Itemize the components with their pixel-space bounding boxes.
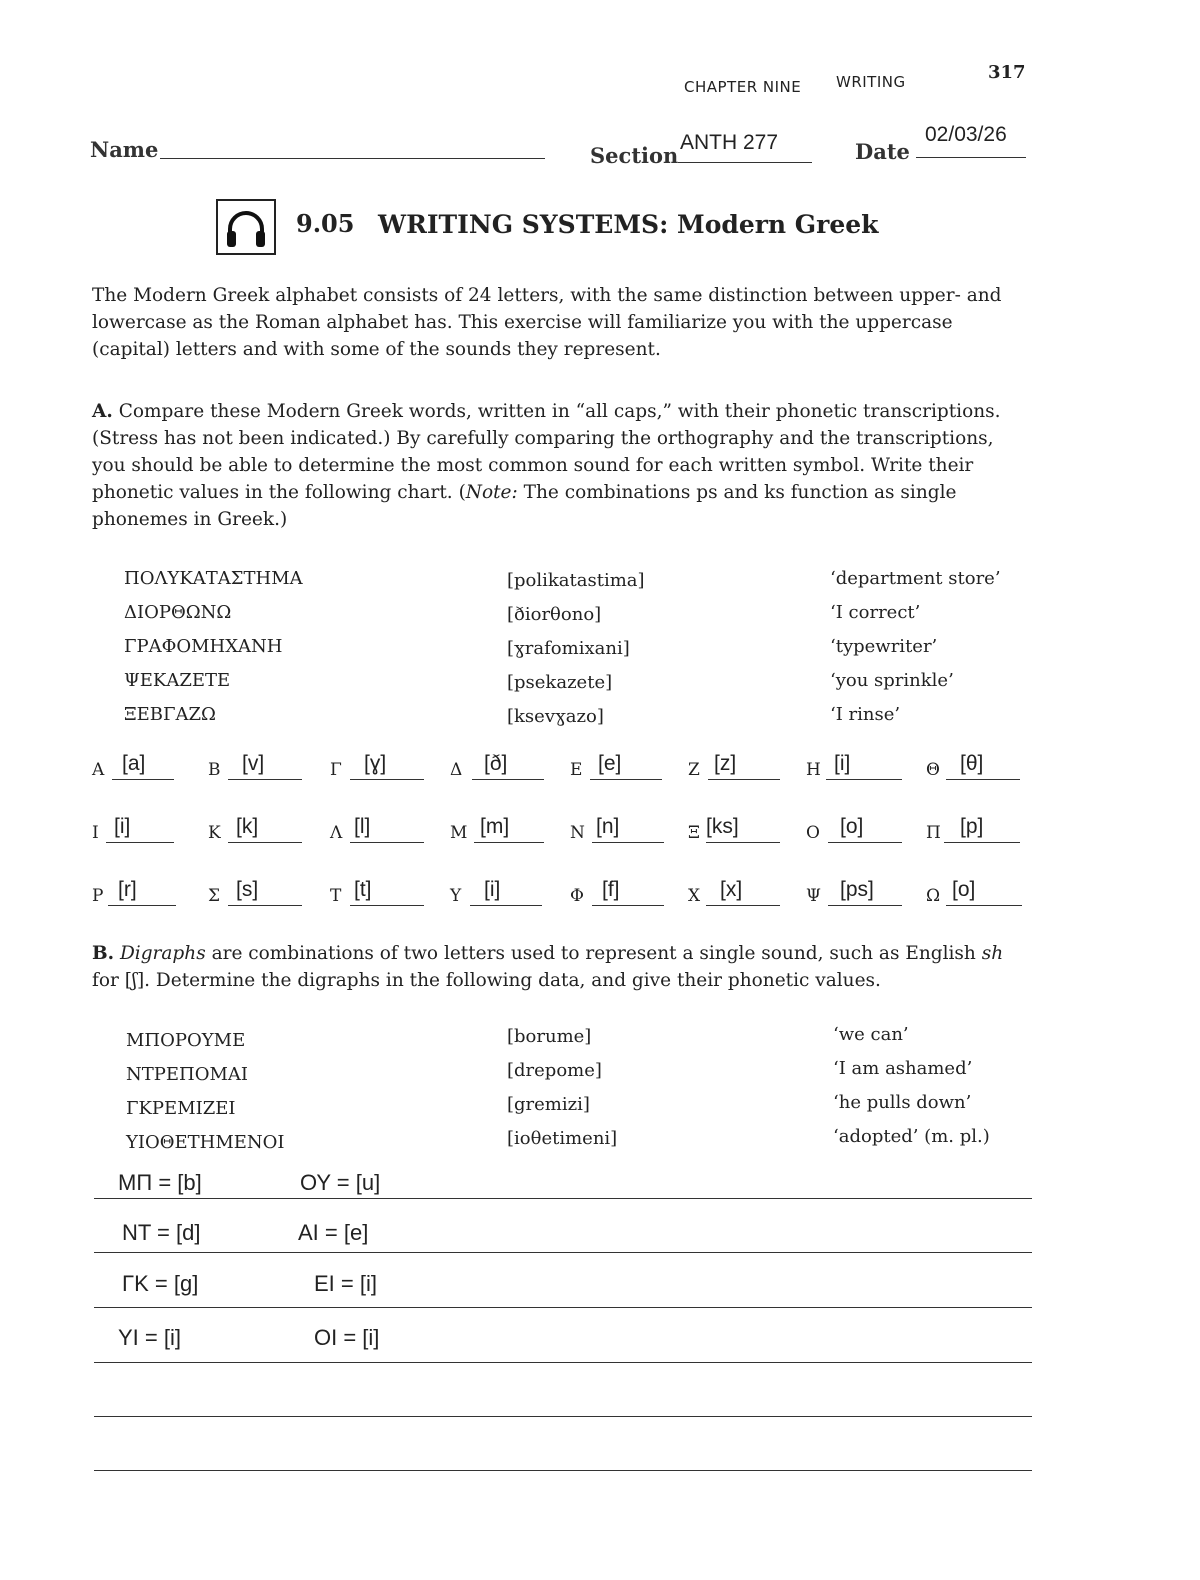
part-b-text-2: for [ʃ]. Determine the digraphs in the following data, and give their phonetic values. [92,970,881,991]
gloss: ‘I correct’ [830,602,921,623]
phonetic-transcription: [ðiorθono] [507,604,602,625]
chart-cell: Π [p] [926,815,1026,845]
greek-word: ΠΟΛΥΚΑΤΑΣΤΗΜΑ [124,568,303,589]
part-b-instructions [92,940,1028,994]
gloss: ‘adopted’ (m. pl.) [833,1126,990,1147]
digraph-answer: AI = [e] [298,1220,369,1245]
chart-cell: M [m] [450,815,550,845]
answer-line[interactable] [706,881,780,906]
chart-cell: B [v] [208,752,308,782]
exercise-number: 9.05 [296,209,355,238]
name-label: Name [90,137,159,162]
gloss: ‘you sprinkle’ [830,670,954,691]
chart-cell: H [i] [806,752,906,782]
answer-line[interactable] [350,755,424,780]
gloss: ‘department store’ [830,568,1001,589]
chart-cell: P [r] [92,878,187,908]
chart-cell: O [o] [806,815,906,845]
digraph-answer: ΓΚ = [g] [122,1271,199,1296]
part-b-phonetic-column [507,1020,617,1156]
digraphs-term: Digraphs [119,943,206,964]
phonetic-transcription: [ɣrafomixani] [507,638,630,659]
greek-word: ΨΕΚΑΖΕΤΕ [124,670,231,691]
chart-cell: Φ [f] [570,878,670,908]
answer-line[interactable] [228,755,302,780]
answer-line[interactable] [94,1307,1032,1308]
part-a-label: A. [92,401,113,422]
part-a-instructions [92,398,1028,533]
intro-paragraph: The Modern Greek alphabet consists of 24 letters, with the same distinction between upper- and lowercase as the Roman alphabet has. This exercise will familiarize you with the uppercase (capital) letters and with some of the sounds they represent. [92,285,1002,360]
phonetic-transcription: [ioθetimeni] [507,1128,618,1149]
greek-word: ΥΙΟΘΕΤΗΜΕΝΟΙ [126,1132,285,1153]
exercise-title: WRITING SYSTEMS: Modern Greek [378,210,879,239]
answer-line[interactable] [94,1416,1032,1417]
part-b-greek-column [126,1024,285,1160]
part-a-text-1: Compare these Modern Greek words, written in “all caps,” with their phonetic transcriptions. (Stress has not been indicated.) By carefully comparing the orthography and the transcriptions, you should be able to determine the most common sound for each written symbol. Write their phonetic values in the following chart. ( [92,401,1001,503]
answer-line[interactable] [470,881,542,906]
greek-word: ΜΠΟΡΟΥΜΕ [126,1030,246,1051]
digraph-answer: ΟΥ = [u] [300,1170,381,1195]
section-field[interactable] [678,162,812,163]
gloss: ‘we can’ [833,1024,909,1045]
greek-word: ΓΡΑΦΟΜΗΧΑΝΗ [124,636,283,657]
chart-cell: Σ [s] [208,878,308,908]
digraph-answer: YI = [i] [118,1325,181,1350]
gloss: ‘I rinse’ [830,704,901,725]
digraph-answer: OI = [i] [314,1325,380,1350]
part-a-phonetic-column [507,564,645,734]
name-field[interactable] [160,158,545,159]
chart-cell: Ω [o] [926,878,1026,908]
greek-word: ΞΕΒΓΑΖΩ [124,704,216,725]
sh-example: sh [981,943,1004,964]
section-value: ANTH 277 [680,131,779,154]
answer-line[interactable] [94,1252,1032,1253]
chart-cell: Ξ [ks] [688,815,788,845]
date-label: Date [855,139,910,164]
chart-cell: K [k] [208,815,308,845]
chart-cell: N [n] [570,815,670,845]
phonetic-transcription: [drepome] [507,1060,602,1081]
phonetic-transcription: [gremizi] [507,1094,590,1115]
digraph-answer: EI = [i] [314,1271,377,1296]
greek-word: ΓΚΡΕΜΙΖΕΙ [126,1098,236,1119]
part-b-label: B. [92,943,115,964]
answer-line[interactable] [94,1362,1032,1363]
chart-cell: Ψ [ps] [806,878,906,908]
page-number: 317 [988,62,1026,83]
chart-cell: Z [z] [688,752,788,782]
answer-line[interactable] [472,755,544,780]
headphones-icon [216,199,276,255]
answer-line[interactable] [94,1470,1032,1471]
phonetic-transcription: [psekazete] [507,672,613,693]
date-field[interactable] [916,157,1026,158]
chart-cell: X [x] [688,878,788,908]
chart-cell: Γ [ɣ] [330,752,430,782]
part-b-gloss-column [833,1018,990,1154]
chart-cell: E [e] [570,752,670,782]
chart-cell: Θ [θ] [926,752,1026,782]
phonetic-transcription: [ksevɣazo] [507,706,604,727]
chart-cell: Y [i] [450,878,550,908]
chart-cell: Δ [ð] [450,752,550,782]
chart-cell: Λ [l] [330,815,430,845]
greek-word: ΝΤΡΕΠΟΜΑΙ [126,1064,249,1085]
phonetic-transcription: [borume] [507,1026,592,1047]
part-a-gloss-column [830,562,1001,732]
phonetic-transcription: [polikatastima] [507,570,645,591]
part-b-text-1: are combinations of two letters used to represent a single sound, such as English [205,943,982,964]
gloss: ‘I am ashamed’ [833,1058,973,1079]
chart-cell: T [t] [330,878,430,908]
chapter-label: CHAPTER NINE [684,78,802,96]
chart-cell: A [a] [92,752,187,782]
greek-word: ΔΙΟΡΘΩΝΩ [124,602,232,623]
digraph-answer: NT = [d] [122,1220,201,1245]
digraph-answer: ΜΠ = [b] [118,1170,202,1195]
part-a-greek-column [124,562,303,732]
answer-line[interactable] [94,1198,1032,1199]
part-a-text-2: The combinations ps and ks function as single phonemes in Greek.) [92,482,957,530]
gloss: ‘typewriter’ [830,636,938,657]
section-label: Section [590,143,679,168]
date-value: 02/03/26 [925,123,1007,146]
chart-cell: I [i] [92,815,187,845]
note-word: Note: [465,482,518,503]
section-heading: WRITING [836,73,906,91]
gloss: ‘he pulls down’ [833,1092,972,1113]
